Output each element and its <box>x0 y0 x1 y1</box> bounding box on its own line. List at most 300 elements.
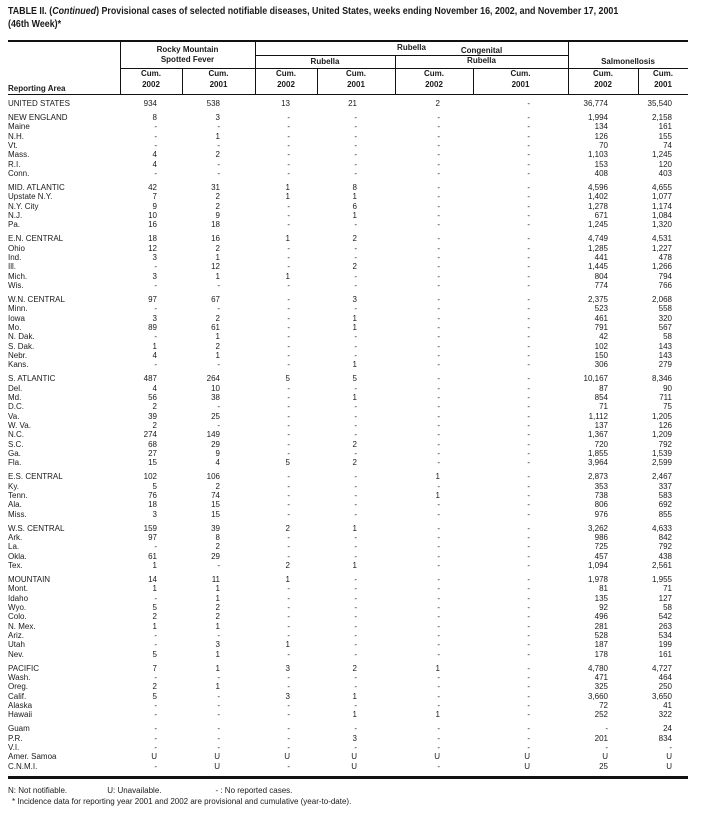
value-cell: - <box>354 612 357 622</box>
value-cell: - <box>527 630 530 640</box>
value-cell: 16 <box>148 220 157 230</box>
value-cell: - <box>527 439 530 449</box>
table-row <box>8 272 684 281</box>
value-cell: - <box>527 350 530 360</box>
value-cell: 464 <box>658 672 672 682</box>
value-cell: 1,539 <box>651 449 672 458</box>
reporting-area-cell: C.N.M.I. <box>8 761 38 771</box>
reporting-area-cell: E.S. CENTRAL <box>8 472 63 482</box>
value-cell: 1 <box>215 131 220 141</box>
value-cell: 1 <box>215 271 220 281</box>
value-cell: - <box>527 584 530 594</box>
reporting-area-cell: Wis. <box>8 280 24 290</box>
value-cell: - <box>354 649 357 659</box>
region-group <box>8 99 684 108</box>
table-row <box>8 584 684 593</box>
value-cell: 90 <box>663 383 672 393</box>
value-cell: - <box>437 392 440 402</box>
value-cell: 3 <box>152 313 157 323</box>
value-cell: - <box>437 560 440 570</box>
value-cell: 2 <box>215 602 220 612</box>
value-cell: 8,346 <box>651 374 672 384</box>
value-cell: - <box>437 252 440 262</box>
reporting-area-cell: Wash. <box>8 672 31 682</box>
cum-label: Cum. <box>141 69 161 78</box>
table-row <box>8 332 684 341</box>
table-row <box>8 552 684 561</box>
value-cell: - <box>217 733 220 743</box>
value-cell: - <box>437 532 440 542</box>
value-cell: - <box>354 449 357 458</box>
value-cell: 2,068 <box>651 294 672 304</box>
value-cell: - <box>354 420 357 430</box>
value-cell: 671 <box>594 210 608 220</box>
value-cell: 35,540 <box>647 99 672 108</box>
value-cell: 1 <box>352 322 357 332</box>
value-cell: 3 <box>285 691 290 701</box>
value-cell: - <box>354 122 357 132</box>
value-cell: 21 <box>348 99 357 108</box>
value-cell: - <box>287 551 290 561</box>
value-cell: - <box>527 663 530 673</box>
value-cell: - <box>217 710 220 720</box>
value-cell: - <box>437 742 440 752</box>
value-cell: 403 <box>658 169 672 178</box>
table-row <box>8 253 684 262</box>
value-cell: 583 <box>658 490 672 500</box>
value-cell: - <box>217 691 220 701</box>
year-label: 2002 <box>594 79 612 89</box>
table-row <box>8 491 684 500</box>
value-cell: 2 <box>352 458 357 468</box>
value-cell: 39 <box>148 411 157 421</box>
value-cell: - <box>437 449 440 458</box>
table-row <box>8 113 684 122</box>
value-cell: 986 <box>594 532 608 542</box>
reporting-area-cell: Colo. <box>8 612 27 622</box>
value-cell: 5 <box>152 691 157 701</box>
value-cell: 14 <box>148 574 157 584</box>
value-cell: 1 <box>435 710 440 720</box>
value-cell: 1 <box>352 523 357 533</box>
value-cell: - <box>354 621 357 631</box>
value-cell: - <box>287 294 290 304</box>
value-cell: 252 <box>594 710 608 720</box>
value-cell: - <box>527 523 530 533</box>
value-cell: 149 <box>206 430 220 440</box>
table-row <box>8 622 684 631</box>
value-cell: 774 <box>594 280 608 290</box>
value-cell: - <box>154 742 157 752</box>
value-cell: 4 <box>152 150 157 160</box>
reporting-area-cell: Pa. <box>8 220 21 230</box>
value-cell: 2 <box>215 192 220 202</box>
value-cell: 766 <box>658 280 672 290</box>
value-cell: 2,873 <box>587 472 608 482</box>
value-cell: 3 <box>352 294 357 304</box>
cum-label: Cum. <box>593 69 613 78</box>
reporting-area-cell: N.C. <box>8 430 24 440</box>
value-cell: - <box>287 140 290 150</box>
value-cell: - <box>217 420 220 430</box>
value-cell: 71 <box>663 584 672 594</box>
value-cell: - <box>287 402 290 412</box>
year-label: 2001 <box>347 79 365 89</box>
value-cell: - <box>527 430 530 440</box>
subheader-col-4 <box>395 69 473 90</box>
value-cell: 263 <box>658 621 672 631</box>
value-cell: 1 <box>352 691 357 701</box>
value-cell: - <box>437 243 440 253</box>
value-cell: 58 <box>663 602 672 612</box>
value-cell: 143 <box>658 341 672 351</box>
value-cell: 1 <box>215 332 220 342</box>
value-cell: - <box>437 169 440 178</box>
value-cell: - <box>354 243 357 253</box>
year-label: 2002 <box>425 79 443 89</box>
region-group <box>8 113 684 178</box>
value-cell: 2 <box>152 682 157 692</box>
value-cell: - <box>217 140 220 150</box>
value-cell: 56 <box>148 392 157 402</box>
reporting-area-cell: Alaska <box>8 700 33 710</box>
value-cell: 5 <box>285 458 290 468</box>
reporting-area-cell: Idaho <box>8 593 29 603</box>
value-cell: 274 <box>143 430 157 440</box>
value-cell: 1 <box>285 271 290 281</box>
region-group <box>8 472 684 519</box>
value-cell: 281 <box>594 621 608 631</box>
value-cell: - <box>527 383 530 393</box>
value-cell: - <box>287 322 290 332</box>
value-cell: 97 <box>148 532 157 542</box>
value-cell: - <box>287 630 290 640</box>
value-cell: - <box>154 710 157 720</box>
title-line-2: (46th Week)* <box>8 18 62 30</box>
value-cell: 75 <box>663 402 672 412</box>
value-cell: 187 <box>594 640 608 650</box>
value-cell: - <box>354 682 357 692</box>
value-cell: - <box>437 182 440 192</box>
table-row <box>8 141 684 150</box>
value-cell: 27 <box>148 449 157 458</box>
value-cell: - <box>154 761 157 771</box>
reporting-area-cell: P.R. <box>8 733 23 743</box>
table-row <box>8 594 684 603</box>
value-cell: - <box>287 313 290 323</box>
reporting-area-cell: Mo. <box>8 322 22 332</box>
value-cell: 3 <box>215 112 220 122</box>
value-cell: - <box>437 322 440 332</box>
value-cell: - <box>217 169 220 178</box>
table-row <box>8 295 684 304</box>
value-cell: U <box>602 752 608 762</box>
value-cell: - <box>437 374 440 384</box>
value-cell: 12 <box>211 262 220 272</box>
value-cell: - <box>287 383 290 393</box>
value-cell: 1 <box>352 392 357 402</box>
value-cell: - <box>217 402 220 412</box>
value-cell: - <box>154 262 157 272</box>
reporting-area-cell: Ill. <box>8 262 16 272</box>
value-cell: - <box>527 210 530 220</box>
value-cell: - <box>527 411 530 421</box>
value-cell: - <box>287 350 290 360</box>
value-cell: 1,402 <box>587 192 608 202</box>
value-cell: 38 <box>211 392 220 402</box>
region-group <box>8 183 684 230</box>
value-cell: 1,245 <box>651 150 672 160</box>
value-cell: - <box>437 140 440 150</box>
value-cell: 1,367 <box>587 430 608 440</box>
region-group <box>8 374 684 467</box>
value-cell: - <box>437 332 440 342</box>
value-cell: - <box>354 630 357 640</box>
value-cell: - <box>154 724 157 734</box>
value-cell: - <box>217 360 220 370</box>
value-cell: - <box>527 724 530 734</box>
value-cell: - <box>287 262 290 272</box>
cum-label: Cum. <box>653 69 673 78</box>
table-row <box>8 734 684 743</box>
reporting-area-cell: Calif. <box>8 691 27 701</box>
table-row <box>8 402 684 411</box>
value-cell: 3 <box>152 271 157 281</box>
value-cell: 4,780 <box>587 663 608 673</box>
value-cell: - <box>527 700 530 710</box>
value-cell: - <box>287 169 290 178</box>
value-cell: - <box>669 742 672 752</box>
reporting-area-cell: Wyo. <box>8 602 27 612</box>
reporting-area-cell: W. Va. <box>8 420 31 430</box>
footnote-legend <box>8 786 292 795</box>
value-cell: 106 <box>206 472 220 482</box>
value-cell: 1 <box>285 192 290 202</box>
value-cell: - <box>527 420 530 430</box>
value-cell: - <box>437 509 440 519</box>
table-row <box>8 150 684 159</box>
table-row <box>8 342 684 351</box>
value-cell: 934 <box>143 99 157 108</box>
value-cell: 4 <box>152 350 157 360</box>
reporting-area-cell: Mich. <box>8 271 28 281</box>
reporting-area-cell: Tex. <box>8 560 23 570</box>
value-cell: 1 <box>215 350 220 360</box>
value-cell: 2 <box>215 243 220 253</box>
value-cell: 804 <box>594 271 608 281</box>
value-cell: 150 <box>594 350 608 360</box>
value-cell: - <box>354 542 357 552</box>
value-cell: - <box>354 742 357 752</box>
value-cell: - <box>437 724 440 734</box>
value-cell: - <box>437 761 440 771</box>
value-cell: 457 <box>594 551 608 561</box>
header-bottom-rule <box>8 94 688 96</box>
value-cell: - <box>217 304 220 314</box>
table-bottom-rule <box>8 776 688 779</box>
value-cell: 4 <box>215 458 220 468</box>
value-cell: 18 <box>211 220 220 230</box>
value-cell: - <box>437 131 440 141</box>
value-cell: - <box>437 411 440 421</box>
value-cell: 792 <box>658 439 672 449</box>
value-cell: 8 <box>215 532 220 542</box>
value-cell: 13 <box>281 99 290 108</box>
value-cell: - <box>287 150 290 160</box>
value-cell: 41 <box>663 700 672 710</box>
value-cell: - <box>287 341 290 351</box>
value-cell: - <box>437 420 440 430</box>
value-cell: - <box>287 220 290 230</box>
value-cell: - <box>437 360 440 370</box>
value-cell: 3 <box>215 640 220 650</box>
value-cell: 471 <box>594 672 608 682</box>
value-cell: 5 <box>152 481 157 491</box>
value-cell: 42 <box>148 182 157 192</box>
reporting-area-cell: Nebr. <box>8 350 28 360</box>
value-cell: - <box>354 672 357 682</box>
subheader-col-0 <box>120 69 182 90</box>
value-cell: 794 <box>658 271 672 281</box>
table-body <box>8 99 684 776</box>
value-cell: 264 <box>206 374 220 384</box>
value-cell: - <box>437 201 440 211</box>
value-cell: 61 <box>211 322 220 332</box>
value-cell: 7 <box>152 192 157 202</box>
value-cell: 1 <box>215 593 220 603</box>
value-cell: 153 <box>594 159 608 169</box>
value-cell: - <box>527 294 530 304</box>
region-group <box>8 724 684 771</box>
value-cell: 9 <box>215 210 220 220</box>
value-cell: 1 <box>215 252 220 262</box>
value-cell: 720 <box>594 439 608 449</box>
value-cell: - <box>354 341 357 351</box>
value-cell: - <box>354 280 357 290</box>
value-cell: 2 <box>152 612 157 622</box>
value-cell: 2 <box>352 262 357 272</box>
value-cell: - <box>527 122 530 132</box>
value-cell: - <box>527 99 530 108</box>
value-cell: U <box>666 752 672 762</box>
value-cell: - <box>354 402 357 412</box>
value-cell: - <box>354 159 357 169</box>
value-cell: - <box>287 360 290 370</box>
value-cell: - <box>527 243 530 253</box>
value-cell: 87 <box>599 383 608 393</box>
value-cell: 2 <box>215 612 220 622</box>
value-cell: - <box>287 472 290 482</box>
value-cell: - <box>437 593 440 603</box>
reporting-area-cell: V.I. <box>8 742 20 752</box>
value-cell: 155 <box>658 131 672 141</box>
subheader-col-5 <box>473 69 568 90</box>
value-cell: 68 <box>148 439 157 449</box>
value-cell: - <box>354 593 357 603</box>
congenital-rubella-group-header <box>395 46 568 66</box>
value-cell: 1,094 <box>587 560 608 570</box>
value-cell: - <box>287 584 290 594</box>
value-cell: 18 <box>148 500 157 510</box>
value-cell: - <box>437 574 440 584</box>
value-cell: - <box>287 649 290 659</box>
table-row <box>8 351 684 360</box>
table-row <box>8 692 684 701</box>
reporting-area-cell: Mont. <box>8 584 29 594</box>
footnote-no-cases: - : No reported cases. <box>215 786 293 795</box>
subheader-col-6 <box>568 69 638 90</box>
subheader-col-2 <box>255 69 317 90</box>
value-cell: - <box>527 280 530 290</box>
rmsf-line1: Rocky Mountain <box>156 45 219 54</box>
value-cell: - <box>217 159 220 169</box>
value-cell: U <box>434 752 440 762</box>
value-cell: 496 <box>594 612 608 622</box>
region-group <box>8 295 684 370</box>
value-cell: - <box>527 252 530 262</box>
footnote-unavailable: U: Unavailable. <box>107 786 162 795</box>
value-cell: - <box>287 490 290 500</box>
value-cell: - <box>437 304 440 314</box>
value-cell: U <box>214 761 220 771</box>
value-cell: - <box>527 733 530 743</box>
value-cell: U <box>284 752 290 762</box>
footnote-not-notifiable: N: Not notifiable. <box>8 786 68 795</box>
value-cell: 1 <box>435 472 440 482</box>
subheader-col-1 <box>182 69 255 90</box>
value-cell: 725 <box>594 542 608 552</box>
value-cell: 2,375 <box>587 294 608 304</box>
value-cell: 487 <box>143 374 157 384</box>
table-row <box>8 472 684 481</box>
reporting-area-cell: Ariz. <box>8 630 24 640</box>
value-cell: 806 <box>594 500 608 510</box>
value-cell: - <box>287 122 290 132</box>
value-cell: 9 <box>152 201 157 211</box>
value-cell: 792 <box>658 542 672 552</box>
rubella-group-header: Rubella <box>310 57 340 66</box>
value-cell: 12 <box>148 243 157 253</box>
value-cell: 1 <box>285 234 290 244</box>
value-cell: 39 <box>211 523 220 533</box>
value-cell: 42 <box>599 332 608 342</box>
value-cell: - <box>437 584 440 594</box>
value-cell: - <box>527 710 530 720</box>
value-cell: 89 <box>148 322 157 332</box>
value-cell: 1 <box>215 649 220 659</box>
value-cell: 1,855 <box>587 449 608 458</box>
value-cell: 250 <box>658 682 672 692</box>
value-cell: - <box>527 360 530 370</box>
value-cell: 3 <box>152 509 157 519</box>
value-cell: 1 <box>352 710 357 720</box>
reporting-area-cell: Tenn. <box>8 490 28 500</box>
value-cell: 542 <box>658 612 672 622</box>
value-cell: 528 <box>594 630 608 640</box>
value-cell: 1,209 <box>651 430 672 440</box>
value-cell: - <box>354 584 357 594</box>
value-cell: 279 <box>658 360 672 370</box>
value-cell: 31 <box>211 182 220 192</box>
table-row <box>8 360 684 369</box>
value-cell: - <box>527 159 530 169</box>
value-cell: 558 <box>658 304 672 314</box>
reporting-area-cell: UNITED STATES <box>8 99 70 108</box>
value-cell: 2 <box>215 313 220 323</box>
value-cell: 523 <box>594 304 608 314</box>
value-cell: 1 <box>352 360 357 370</box>
reporting-area-cell: Md. <box>8 392 22 402</box>
